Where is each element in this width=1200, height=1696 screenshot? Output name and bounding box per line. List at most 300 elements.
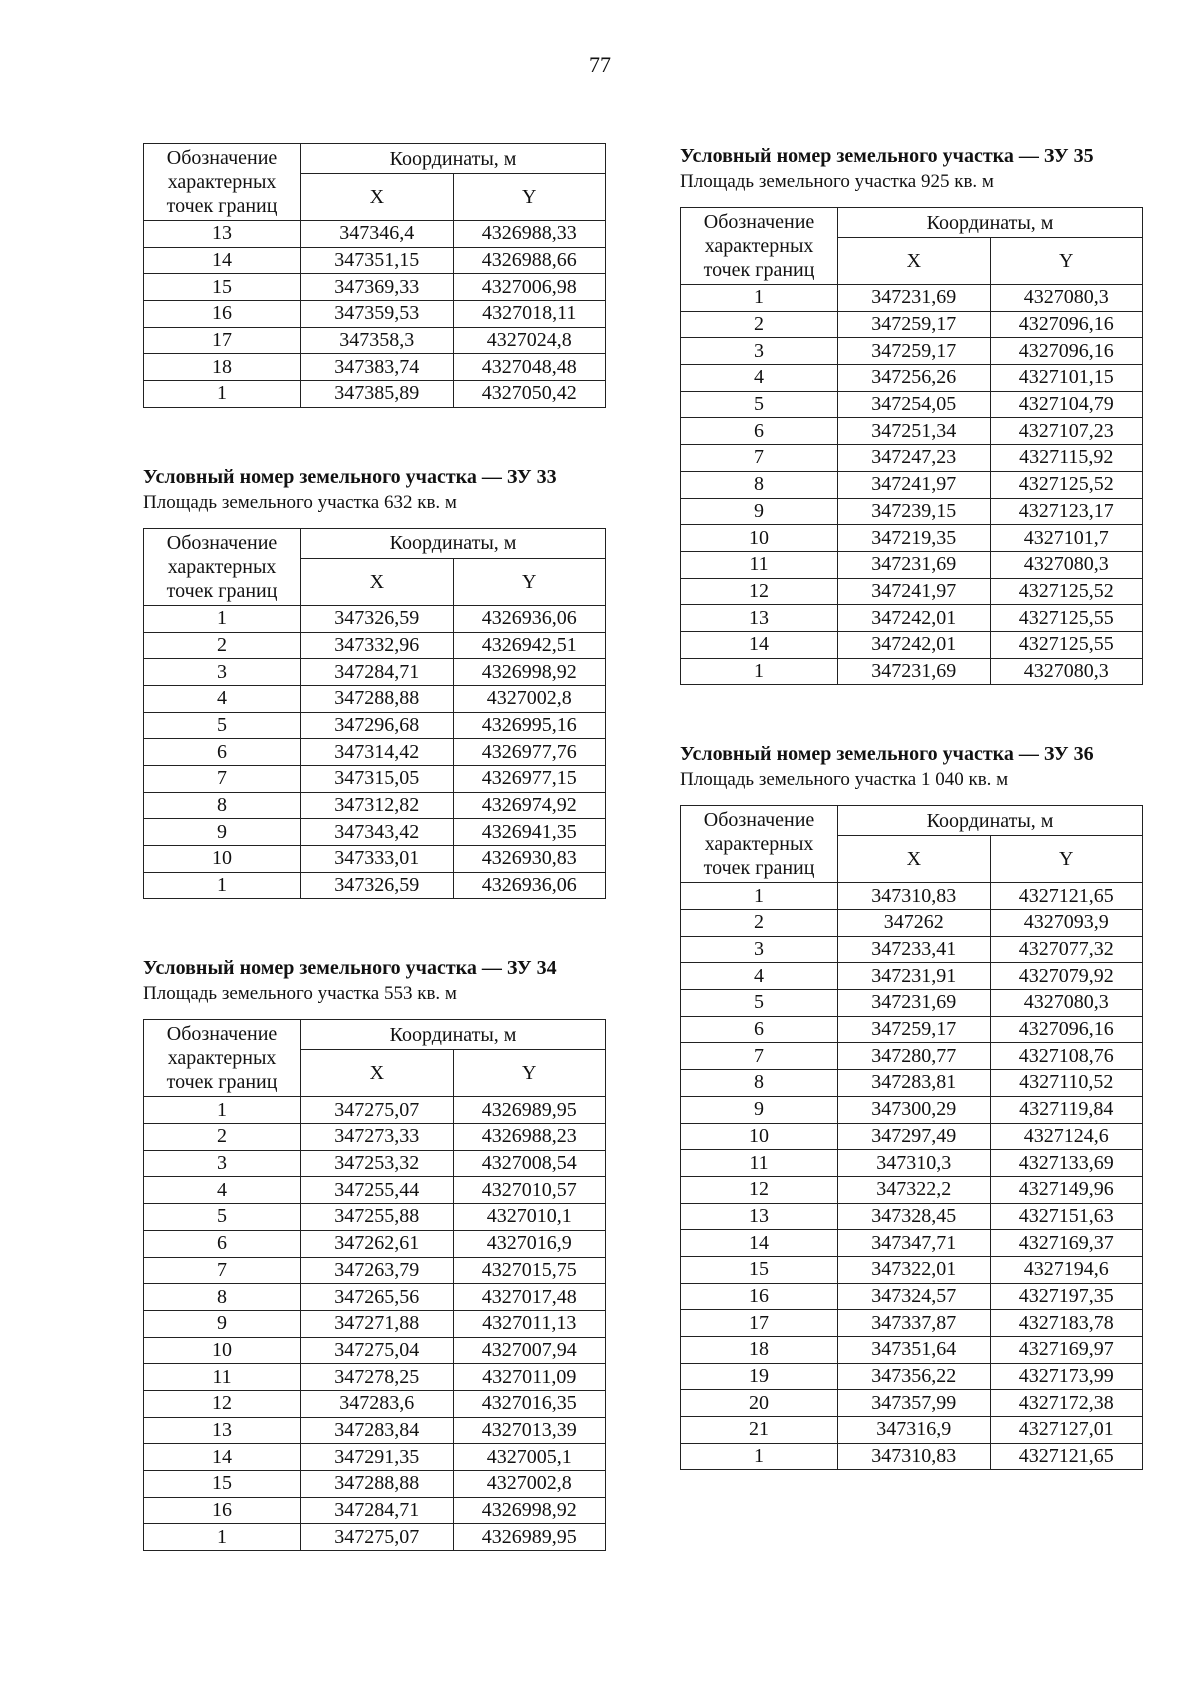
x-cell: 347359,53 — [301, 301, 453, 328]
point-cell: 10 — [144, 1337, 301, 1364]
point-cell: 8 — [681, 471, 838, 498]
point-cell: 12 — [681, 578, 838, 605]
y-cell: 4327121,65 — [990, 1443, 1142, 1470]
table-row — [681, 578, 1143, 605]
y-cell: 4327048,48 — [453, 354, 605, 381]
table-row — [144, 1390, 606, 1417]
y-cell: 4327002,8 — [453, 685, 605, 712]
header-coords-label: Координаты, м — [301, 528, 606, 558]
x-cell: 347265,56 — [301, 1284, 453, 1311]
header-y-label: Y — [453, 1050, 605, 1097]
point-cell: 20 — [681, 1390, 838, 1417]
y-cell: 4326941,35 — [453, 819, 605, 846]
x-cell: 347347,71 — [838, 1230, 990, 1257]
point-cell: 14 — [144, 247, 301, 274]
point-cell: 8 — [144, 792, 301, 819]
continuation-table-block — [143, 143, 606, 408]
table-row — [681, 990, 1143, 1017]
point-cell: 4 — [144, 1177, 301, 1204]
x-cell: 347351,64 — [838, 1337, 990, 1364]
point-cell: 9 — [144, 1310, 301, 1337]
y-cell: 4327011,09 — [453, 1364, 605, 1391]
point-cell: 6 — [681, 418, 838, 445]
table-row — [144, 1097, 606, 1124]
point-cell: 1 — [681, 658, 838, 685]
x-cell: 347255,44 — [301, 1177, 453, 1204]
point-cell: 2 — [144, 632, 301, 659]
point-cell: 16 — [144, 301, 301, 328]
x-cell: 347315,05 — [301, 765, 453, 792]
parcel-area: Площадь земельного участка 925 кв. м — [680, 171, 994, 192]
point-cell: 19 — [681, 1363, 838, 1390]
y-cell: 4327006,98 — [453, 274, 605, 301]
table-row — [144, 1471, 606, 1498]
table-row — [681, 471, 1143, 498]
table-row — [144, 1444, 606, 1471]
table-row — [681, 883, 1143, 910]
parcel-title: Условный номер земельного участка — ЗУ 35 — [680, 145, 1094, 167]
point-cell: 7 — [681, 445, 838, 472]
parcel-area: Площадь земельного участка 553 кв. м — [143, 983, 457, 1005]
table-row — [144, 792, 606, 819]
y-cell: 4327101,7 — [990, 525, 1142, 552]
point-cell: 13 — [681, 605, 838, 632]
y-cell: 4326989,95 — [453, 1524, 605, 1551]
header-coords-label: Координаты, м — [301, 1020, 606, 1050]
y-cell: 4327172,38 — [990, 1390, 1142, 1417]
table-row — [681, 658, 1143, 685]
point-cell: 1 — [144, 605, 301, 632]
coordinates-table — [680, 805, 1143, 1470]
x-cell: 347251,34 — [838, 418, 990, 445]
y-cell: 4327002,8 — [453, 1471, 605, 1498]
x-cell: 347291,35 — [301, 1444, 453, 1471]
table-row — [681, 1390, 1143, 1417]
parcel-block — [143, 955, 606, 1551]
point-cell: 15 — [144, 274, 301, 301]
x-cell: 347337,87 — [838, 1310, 990, 1337]
parcel-block — [680, 143, 1143, 685]
x-cell: 347300,29 — [838, 1096, 990, 1123]
header-x-label: X — [301, 174, 453, 221]
header-point-label: Обозначение характерных точек границ — [144, 1020, 301, 1097]
parcel-title: Условный номер земельного участка — ЗУ 36 — [680, 743, 1094, 766]
table-row — [144, 685, 606, 712]
header-point-label: Обозначение характерных точек границ — [681, 208, 838, 285]
point-cell: 13 — [681, 1203, 838, 1230]
header-coords-label: Координаты, м — [301, 144, 606, 174]
x-cell: 347231,69 — [838, 285, 990, 312]
table-row — [144, 1524, 606, 1551]
x-cell: 347310,3 — [838, 1150, 990, 1177]
x-cell: 347357,99 — [838, 1390, 990, 1417]
table-row — [681, 963, 1143, 990]
point-cell: 3 — [144, 659, 301, 686]
table-row — [681, 1043, 1143, 1070]
x-cell: 347326,59 — [301, 872, 453, 899]
table-row — [681, 1016, 1143, 1043]
point-cell: 5 — [144, 712, 301, 739]
table-row — [144, 605, 606, 632]
y-cell: 4327080,3 — [990, 551, 1142, 578]
table-row — [681, 605, 1143, 632]
point-cell: 14 — [144, 1444, 301, 1471]
y-cell: 4327024,8 — [453, 327, 605, 354]
x-cell: 347284,71 — [301, 1497, 453, 1524]
table-row — [681, 1203, 1143, 1230]
y-cell: 4327010,1 — [453, 1204, 605, 1231]
x-cell: 347275,04 — [301, 1337, 453, 1364]
x-cell: 347326,59 — [301, 605, 453, 632]
point-cell: 10 — [144, 846, 301, 873]
table-row — [681, 285, 1143, 312]
point-cell: 6 — [681, 1016, 838, 1043]
table-row — [681, 1096, 1143, 1123]
point-cell: 3 — [681, 936, 838, 963]
y-cell: 4327018,11 — [453, 301, 605, 328]
y-cell: 4327077,32 — [990, 936, 1142, 963]
header-x-label: X — [301, 1050, 453, 1097]
header-point-label: Обозначение характерных точек границ — [144, 528, 301, 605]
x-cell: 347263,79 — [301, 1257, 453, 1284]
y-cell: 4327125,52 — [990, 471, 1142, 498]
x-cell: 347283,81 — [838, 1070, 990, 1097]
y-cell: 4327125,55 — [990, 605, 1142, 632]
y-cell: 4327194,6 — [990, 1256, 1142, 1283]
table-row — [144, 327, 606, 354]
point-cell: 17 — [681, 1310, 838, 1337]
table-row — [681, 311, 1143, 338]
y-cell: 4327013,39 — [453, 1417, 605, 1444]
y-cell: 4327197,35 — [990, 1283, 1142, 1310]
y-cell: 4327011,13 — [453, 1310, 605, 1337]
y-cell: 4327016,9 — [453, 1230, 605, 1257]
parcel-title: Условный номер земельного участка — ЗУ 34 — [143, 957, 557, 980]
y-cell: 4327121,65 — [990, 883, 1142, 910]
x-cell: 347231,91 — [838, 963, 990, 990]
point-cell: 18 — [144, 354, 301, 381]
point-cell: 7 — [144, 765, 301, 792]
table-row — [681, 1150, 1143, 1177]
x-cell: 347284,71 — [301, 659, 453, 686]
parcel-area: Площадь земельного участка 1 040 кв. м — [680, 769, 1009, 791]
parcel-area: Площадь земельного участка 632 кв. м — [143, 491, 457, 513]
table-row — [681, 1363, 1143, 1390]
x-cell: 347275,07 — [301, 1524, 453, 1551]
point-cell: 1 — [144, 381, 301, 408]
point-cell: 1 — [681, 1443, 838, 1470]
coordinates-table — [143, 1019, 606, 1551]
x-cell: 347256,26 — [838, 365, 990, 392]
x-cell: 347231,69 — [838, 658, 990, 685]
x-cell: 347275,07 — [301, 1097, 453, 1124]
y-cell: 4326977,76 — [453, 739, 605, 766]
header-y-label: Y — [990, 836, 1142, 883]
x-cell: 347253,32 — [301, 1150, 453, 1177]
table-row — [144, 846, 606, 873]
x-cell: 347369,33 — [301, 274, 453, 301]
y-cell: 4327080,3 — [990, 658, 1142, 685]
parcel-title: Условный номер земельного участка — ЗУ 33 — [143, 465, 557, 488]
x-cell: 347273,33 — [301, 1124, 453, 1151]
y-cell: 4326988,33 — [453, 221, 605, 248]
x-cell: 347297,49 — [838, 1123, 990, 1150]
y-cell: 4327007,94 — [453, 1337, 605, 1364]
x-cell: 347312,82 — [301, 792, 453, 819]
parcel-block — [143, 464, 606, 900]
y-cell: 4327110,52 — [990, 1070, 1142, 1097]
y-cell: 4327016,35 — [453, 1390, 605, 1417]
table-row — [144, 659, 606, 686]
table-row — [144, 1257, 606, 1284]
point-cell: 2 — [144, 1124, 301, 1151]
y-cell: 4327108,76 — [990, 1043, 1142, 1070]
point-cell: 3 — [681, 338, 838, 365]
table-row — [681, 498, 1143, 525]
table-row — [144, 381, 606, 408]
y-cell: 4327169,97 — [990, 1337, 1142, 1364]
table-row — [144, 1177, 606, 1204]
header-coords-label: Координаты, м — [838, 806, 1143, 836]
table-row — [681, 936, 1143, 963]
x-cell: 347219,35 — [838, 525, 990, 552]
y-cell: 4327107,23 — [990, 418, 1142, 445]
point-cell: 3 — [144, 1150, 301, 1177]
point-cell: 11 — [681, 551, 838, 578]
table-row — [681, 1070, 1143, 1097]
table-row — [681, 365, 1143, 392]
y-cell: 4326974,92 — [453, 792, 605, 819]
point-cell: 9 — [681, 1096, 838, 1123]
header-point-label: Обозначение характерных точек границ — [681, 806, 838, 883]
y-cell: 4327115,92 — [990, 445, 1142, 472]
point-cell: 4 — [681, 365, 838, 392]
table-row — [681, 1230, 1143, 1257]
table-row — [144, 1310, 606, 1337]
y-cell: 4327017,48 — [453, 1284, 605, 1311]
point-cell: 1 — [144, 872, 301, 899]
y-cell: 4327104,79 — [990, 391, 1142, 418]
table-row — [144, 1284, 606, 1311]
table-row — [144, 632, 606, 659]
y-cell: 4327183,78 — [990, 1310, 1142, 1337]
point-cell: 10 — [681, 525, 838, 552]
parcel-block — [680, 741, 1143, 1470]
y-cell: 4327127,01 — [990, 1417, 1142, 1444]
table-row — [144, 765, 606, 792]
x-cell: 347242,01 — [838, 631, 990, 658]
point-cell: 5 — [681, 391, 838, 418]
header-y-label: Y — [453, 558, 605, 605]
y-cell: 4326936,06 — [453, 605, 605, 632]
y-cell: 4327133,69 — [990, 1150, 1142, 1177]
x-cell: 347278,25 — [301, 1364, 453, 1391]
y-cell: 4327079,92 — [990, 963, 1142, 990]
point-cell: 21 — [681, 1417, 838, 1444]
y-cell: 4327101,15 — [990, 365, 1142, 392]
table-row — [144, 1337, 606, 1364]
point-cell: 10 — [681, 1123, 838, 1150]
y-cell: 4327151,63 — [990, 1203, 1142, 1230]
y-cell: 4326988,66 — [453, 247, 605, 274]
x-cell: 347316,9 — [838, 1417, 990, 1444]
point-cell: 4 — [144, 685, 301, 712]
x-cell: 347241,97 — [838, 471, 990, 498]
header-point-label: Обозначение характерных точек границ — [144, 144, 301, 221]
x-cell: 347332,96 — [301, 632, 453, 659]
point-cell: 16 — [144, 1497, 301, 1524]
y-cell: 4327080,3 — [990, 285, 1142, 312]
point-cell: 1 — [681, 285, 838, 312]
table-row — [144, 1417, 606, 1444]
x-cell: 347383,74 — [301, 354, 453, 381]
table-row — [681, 1310, 1143, 1337]
y-cell: 4327050,42 — [453, 381, 605, 408]
x-cell: 347262 — [838, 910, 990, 937]
y-cell: 4327015,75 — [453, 1257, 605, 1284]
x-cell: 347231,69 — [838, 990, 990, 1017]
table-row — [144, 1124, 606, 1151]
y-cell: 4327096,16 — [990, 311, 1142, 338]
y-cell: 4327149,96 — [990, 1176, 1142, 1203]
x-cell: 347296,68 — [301, 712, 453, 739]
table-row — [681, 551, 1143, 578]
table-row — [144, 247, 606, 274]
page-number: 77 — [589, 52, 611, 77]
x-cell: 347333,01 — [301, 846, 453, 873]
table-row — [144, 274, 606, 301]
y-cell: 4326989,95 — [453, 1097, 605, 1124]
x-cell: 347358,3 — [301, 327, 453, 354]
x-cell: 347231,69 — [838, 551, 990, 578]
x-cell: 347283,84 — [301, 1417, 453, 1444]
point-cell: 14 — [681, 631, 838, 658]
x-cell: 347322,2 — [838, 1176, 990, 1203]
table-row — [681, 418, 1143, 445]
point-cell: 11 — [144, 1364, 301, 1391]
table-row — [681, 910, 1143, 937]
y-cell: 4327008,54 — [453, 1150, 605, 1177]
y-cell: 4327125,55 — [990, 631, 1142, 658]
x-cell: 347314,42 — [301, 739, 453, 766]
y-cell: 4327173,99 — [990, 1363, 1142, 1390]
header-coords-label: Координаты, м — [838, 208, 1143, 238]
x-cell: 347262,61 — [301, 1230, 453, 1257]
y-cell: 4327119,84 — [990, 1096, 1142, 1123]
x-cell: 347324,57 — [838, 1283, 990, 1310]
table-row — [144, 354, 606, 381]
x-cell: 347259,17 — [838, 311, 990, 338]
table-row — [681, 1337, 1143, 1364]
y-cell: 4327123,17 — [990, 498, 1142, 525]
x-cell: 347346,4 — [301, 221, 453, 248]
header-y-label: Y — [453, 174, 605, 221]
y-cell: 4327124,6 — [990, 1123, 1142, 1150]
point-cell: 2 — [681, 910, 838, 937]
point-cell: 12 — [144, 1390, 301, 1417]
x-cell: 347288,88 — [301, 1471, 453, 1498]
point-cell: 1 — [681, 883, 838, 910]
header-x-label: X — [301, 558, 453, 605]
y-cell: 4326936,06 — [453, 872, 605, 899]
table-row — [144, 1497, 606, 1524]
x-cell: 347328,45 — [838, 1203, 990, 1230]
x-cell: 347242,01 — [838, 605, 990, 632]
point-cell: 17 — [144, 327, 301, 354]
point-cell: 9 — [144, 819, 301, 846]
y-cell: 4326977,15 — [453, 765, 605, 792]
point-cell: 7 — [144, 1257, 301, 1284]
point-cell: 13 — [144, 1417, 301, 1444]
table-row — [681, 338, 1143, 365]
y-cell: 4327169,37 — [990, 1230, 1142, 1257]
y-cell: 4327010,57 — [453, 1177, 605, 1204]
x-cell: 347239,15 — [838, 498, 990, 525]
x-cell: 347343,42 — [301, 819, 453, 846]
x-cell: 347310,83 — [838, 883, 990, 910]
table-row — [144, 872, 606, 899]
coordinates-table — [143, 528, 606, 900]
table-row — [144, 1364, 606, 1391]
table-row — [144, 301, 606, 328]
table-row — [144, 712, 606, 739]
x-cell: 347259,17 — [838, 338, 990, 365]
point-cell: 15 — [144, 1471, 301, 1498]
table-row — [144, 1204, 606, 1231]
point-cell: 18 — [681, 1337, 838, 1364]
table-row — [681, 1283, 1143, 1310]
y-cell: 4327125,52 — [990, 578, 1142, 605]
point-cell: 5 — [681, 990, 838, 1017]
point-cell: 4 — [681, 963, 838, 990]
x-cell: 347280,77 — [838, 1043, 990, 1070]
x-cell: 347310,83 — [838, 1443, 990, 1470]
point-cell: 9 — [681, 498, 838, 525]
table-row — [681, 1443, 1143, 1470]
y-cell: 4326988,23 — [453, 1124, 605, 1151]
point-cell: 7 — [681, 1043, 838, 1070]
table-row — [681, 631, 1143, 658]
table-row — [144, 1150, 606, 1177]
y-cell: 4327093,9 — [990, 910, 1142, 937]
table-row — [681, 1176, 1143, 1203]
point-cell: 8 — [144, 1284, 301, 1311]
x-cell: 347351,15 — [301, 247, 453, 274]
x-cell: 347241,97 — [838, 578, 990, 605]
x-cell: 347247,23 — [838, 445, 990, 472]
table-row — [681, 525, 1143, 552]
header-x-label: X — [838, 836, 990, 883]
point-cell: 15 — [681, 1256, 838, 1283]
y-cell: 4326995,16 — [453, 712, 605, 739]
point-cell: 12 — [681, 1176, 838, 1203]
table-row — [144, 1230, 606, 1257]
left-column — [143, 143, 606, 1607]
header-y-label: Y — [990, 238, 1142, 285]
table-row — [681, 391, 1143, 418]
table-row — [144, 819, 606, 846]
point-cell: 16 — [681, 1283, 838, 1310]
y-cell: 4327096,16 — [990, 1016, 1142, 1043]
coordinates-table — [680, 207, 1143, 685]
coordinates-table — [143, 143, 606, 408]
point-cell: 2 — [681, 311, 838, 338]
y-cell: 4326942,51 — [453, 632, 605, 659]
table-row — [144, 739, 606, 766]
y-cell: 4327080,3 — [990, 990, 1142, 1017]
x-cell: 347356,22 — [838, 1363, 990, 1390]
point-cell: 11 — [681, 1150, 838, 1177]
